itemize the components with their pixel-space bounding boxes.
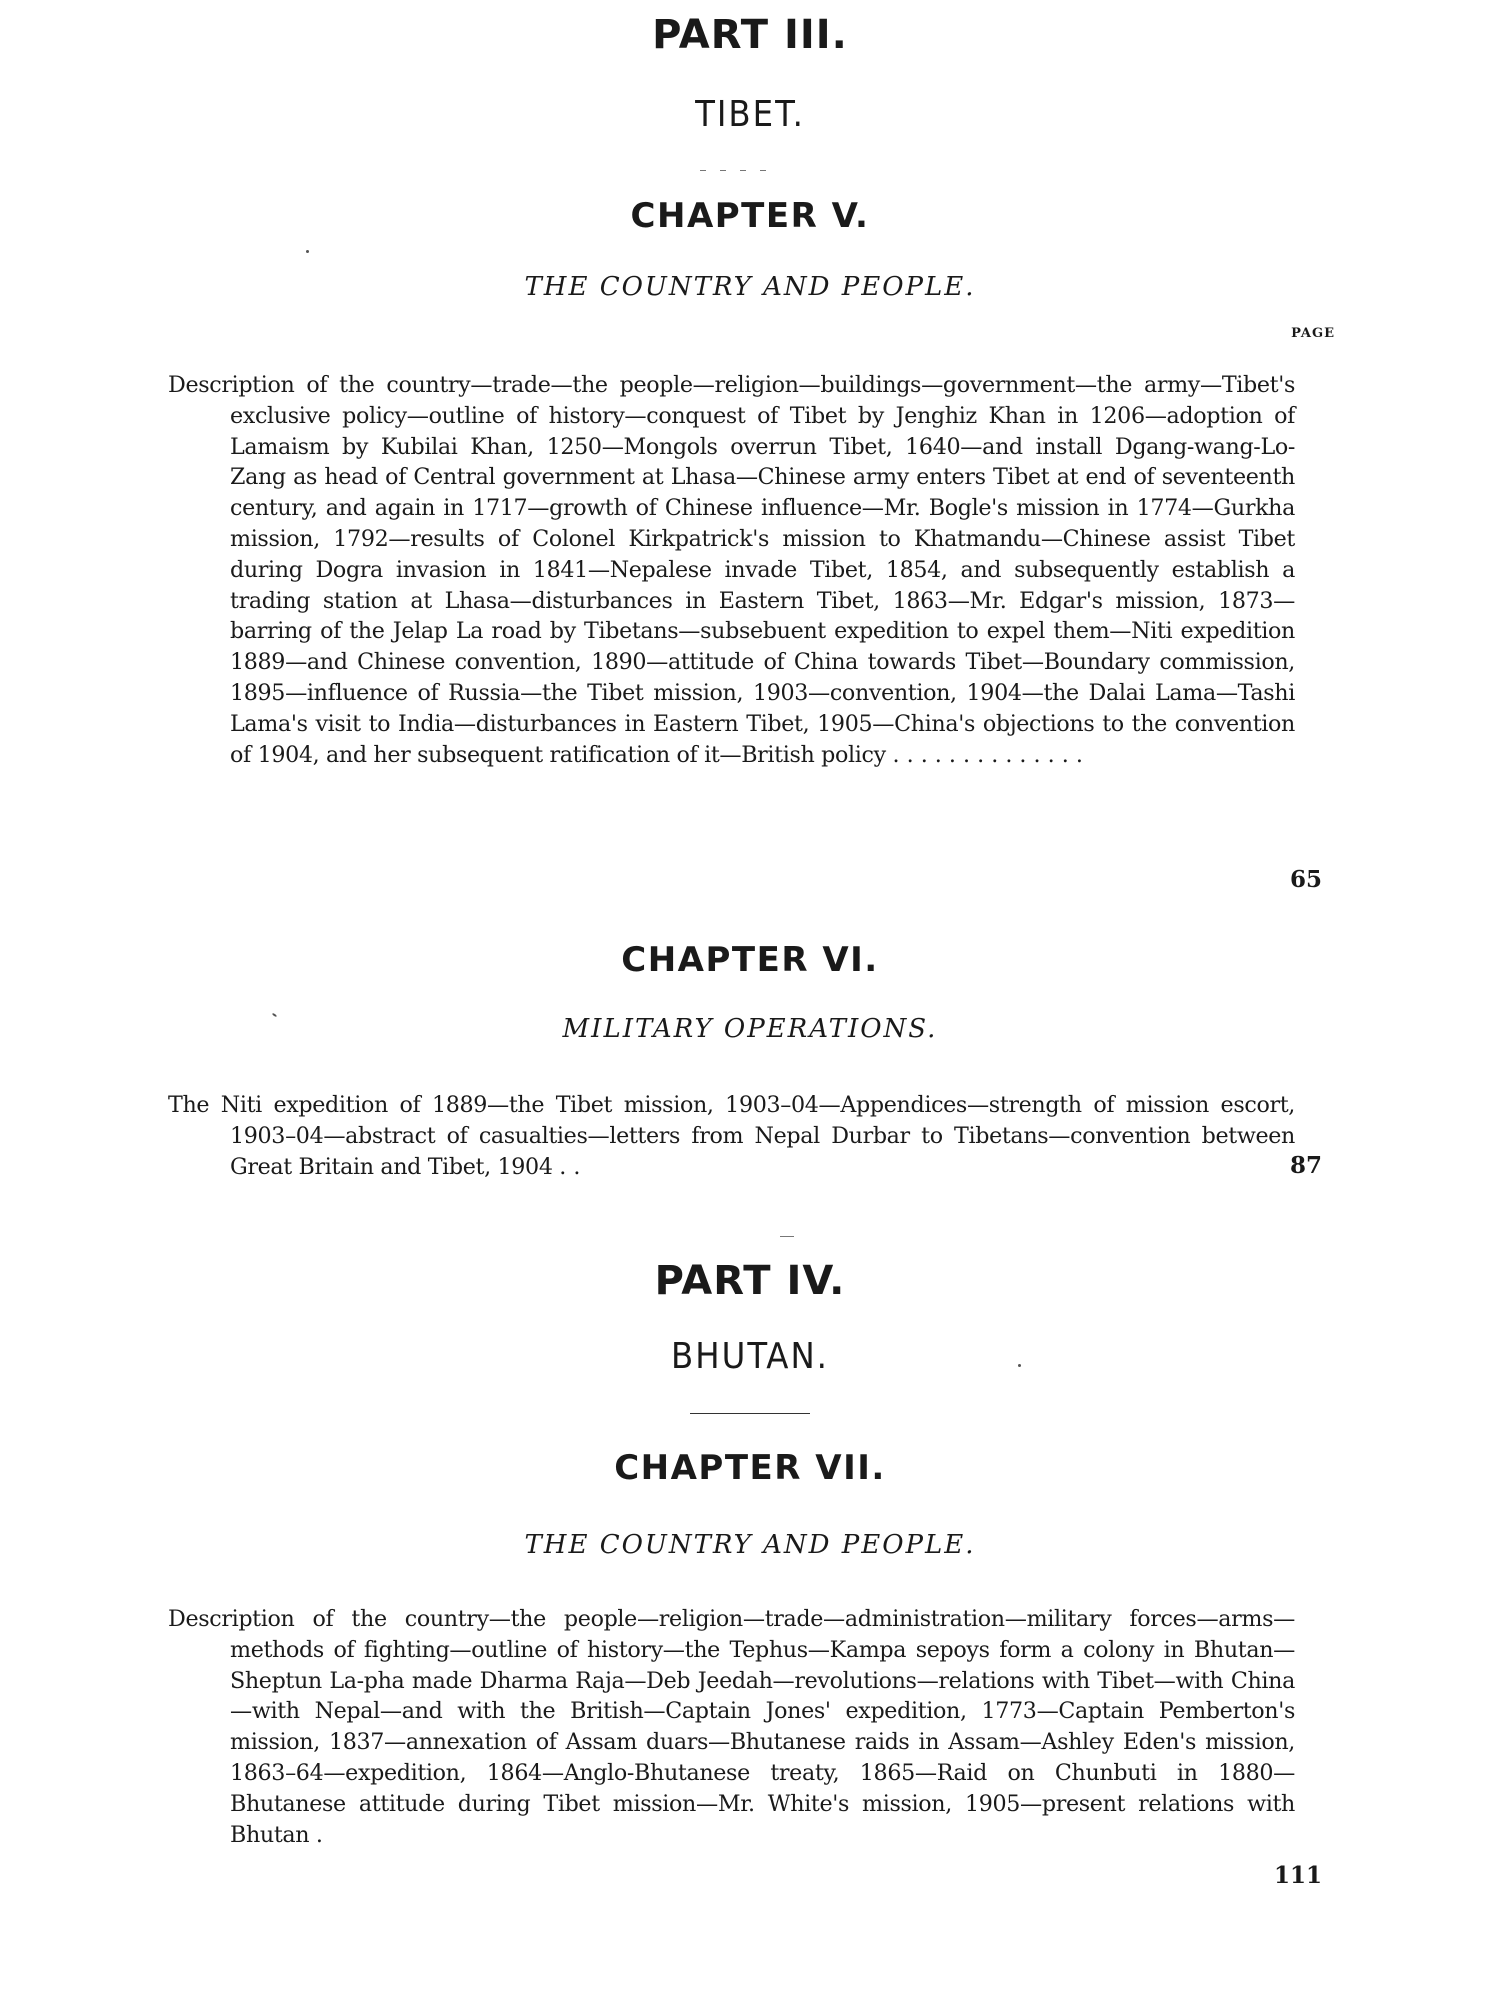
part-4-title: PART IV. xyxy=(654,1258,846,1304)
dot-leaders: . xyxy=(315,1821,323,1848)
ornament-dash xyxy=(720,170,726,171)
chapter-5-heading: CHAPTER V. xyxy=(630,196,870,236)
chapter-6-entry xyxy=(168,1090,1295,1182)
ornament-dash xyxy=(740,170,746,171)
part-3-title: PART III. xyxy=(652,12,848,58)
dot-leaders: . . . . . . . . . . . . . . xyxy=(892,741,1083,768)
dot-leaders: . . xyxy=(559,1153,581,1180)
chapter-7-entry-text: Description of the country—the people—religion—trade—administration—military forces—arms—methods of fighting—outline of history—the Tephus—Kampa sepoys form a colony in Bhutan—Sheptun La-pha made Dharma Raja—Deb Jeedah—revolutions—relations with Tibet—with China—with Nepal—and with the British—Captain Jones' expedition, 1773—Captain Pemberton's mission, 1837—annexation of Assam duars—Bhutanese raids in Assam—Ashley Eden's mission, 1863–64—expedition, 1864—Anglo-Bhutanese treaty, 1865—Raid on Chunbuti in 1880—Bhutanese attitude during Tibet mission—Mr. White's mission, 1905—present relations with Bhutan xyxy=(168,1606,1295,1848)
ornament-dash xyxy=(700,170,706,171)
chapter-5-entry-text: Description of the country—trade—the people—religion—buildings—government—the army—Tibet's exclusive policy—outline of history—conquest of Tibet by Jenghiz Khan in 1206—adoption of Lamaism by Kubilai Khan, 1250—Mongols overrun Tibet, 1640—and install Dgang-wang-Lo-Zang as head of Central government at Lhasa—Chinese army enters Tibet at end of seventeenth century, and again in 1717—growth of Chinese influence—Mr. Bogle's mission in 1774—Gurkha mission, 1792—results of Colonel Kirkpatrick's mission to Khatmandu—Chinese assist Tibet during Dogra invasion in 1841—Nepalese invade Tibet, 1854, and subsequently establish a trading station at Lhasa—disturbances in Eastern Tibet, 1863—Mr. Edgar's mission, 1873—barring of the Jelap La road by Tibetans—subsebuent expedition to expel them—Niti expedition 1889—and Chinese convention, 1890—attitude of China towards Tibet—Boundary commission, 1895—influence of Russia—the Tibet mission, 1903—convention, 1904—the Dalai Lama—Tashi Lama's visit to India—disturbances in Eastern Tibet, 1905—China's objections to the convention of 1904, and her subsequent ratification of it—British policy xyxy=(168,372,1295,768)
part-4-country: BHUTAN. xyxy=(671,1336,829,1377)
speck xyxy=(306,250,309,253)
ornament-dash xyxy=(760,170,766,171)
chapter-6-page-number: 87 xyxy=(1289,1152,1322,1179)
section-rule xyxy=(690,1413,810,1414)
ornament-dash xyxy=(780,1236,794,1237)
chapter-7-subtitle: THE COUNTRY AND PEOPLE. xyxy=(524,1530,976,1560)
chapter-5-entry xyxy=(168,370,1295,770)
page-column-label: PAGE xyxy=(1291,326,1335,341)
chapter-7-page-number: 111 xyxy=(1273,1862,1322,1889)
chapter-7-entry xyxy=(168,1604,1295,1850)
chapter-6-entry-text: The Niti expedition of 1889—the Tibet mission, 1903–04—Appendices—strength of mission escort, 1903–04—abstract of casualties—letters from Nepal Durbar to Tibetans—convention between Great Britain and Tibet, 1904 xyxy=(168,1092,1295,1180)
chapter-5-subtitle: THE COUNTRY AND PEOPLE. xyxy=(524,272,976,302)
part-3-country: TIBET. xyxy=(695,94,805,135)
chapter-6-heading: CHAPTER VI. xyxy=(621,940,879,980)
chapter-7-heading: CHAPTER VII. xyxy=(614,1448,886,1488)
speck xyxy=(1018,1364,1021,1367)
chapter-5-page-number: 65 xyxy=(1289,866,1322,893)
chapter-6-subtitle: MILITARY OPERATIONS. xyxy=(562,1014,938,1044)
